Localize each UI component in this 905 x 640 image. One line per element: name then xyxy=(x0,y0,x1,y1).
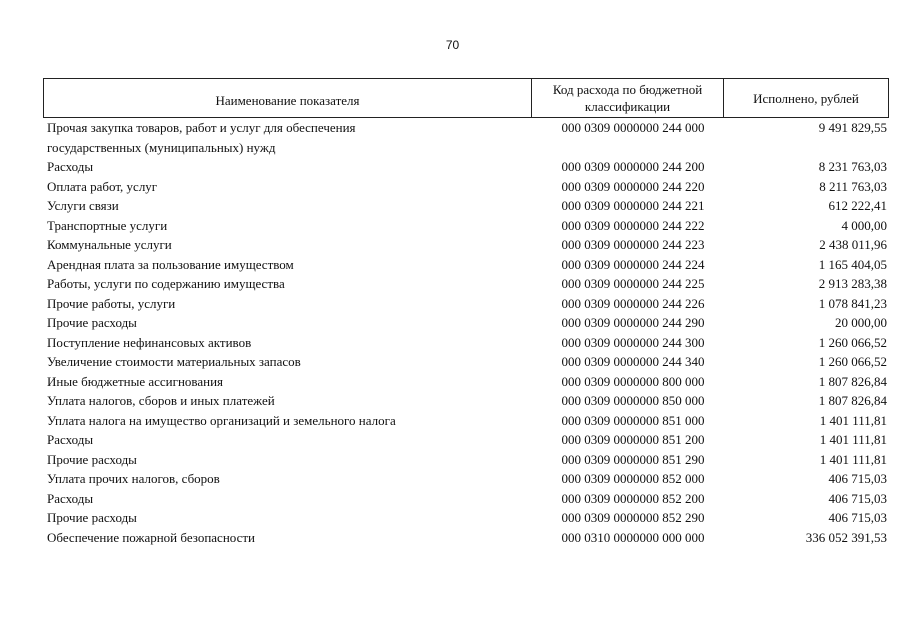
table-row xyxy=(45,196,889,216)
row-code: 000 0309 0000000 244 223 xyxy=(561,237,705,252)
row-amount: 4 000,00 xyxy=(841,217,887,233)
row-name: Услуги связи xyxy=(47,198,119,213)
row-name: Прочие расходы xyxy=(47,510,137,525)
row-amount: 406 715,03 xyxy=(828,490,887,506)
row-code: 000 0309 0000000 850 000 xyxy=(561,393,705,408)
row-code: 000 0309 0000000 852 000 xyxy=(561,471,705,486)
table-row xyxy=(45,216,889,236)
row-code: 000 0310 0000000 000 000 xyxy=(561,529,705,545)
row-name: Расходы xyxy=(47,432,94,447)
table-row xyxy=(45,411,889,431)
row-name: Расходы xyxy=(47,159,94,174)
row-amount: 1 807 826,84 xyxy=(818,393,887,408)
table-header xyxy=(43,78,889,118)
table-row xyxy=(45,469,889,489)
row-code: 000 0309 0000000 800 000 xyxy=(561,373,705,389)
table-row xyxy=(45,333,889,353)
table-row xyxy=(45,274,889,294)
table-row xyxy=(45,508,889,528)
row-code: 000 0309 0000000 244 220 xyxy=(561,178,705,194)
table-row xyxy=(45,235,889,255)
row-code: 000 0309 0000000 244 225 xyxy=(561,276,705,291)
row-code: 000 0309 0000000 852 290 xyxy=(561,510,705,525)
row-name-line1: Прочая закупка товаров, работ и услуг для обеспечения xyxy=(47,120,356,135)
row-amount: 1 165 404,05 xyxy=(818,256,887,272)
row-name: Прочие расходы xyxy=(47,315,137,330)
row-name: Оплата работ, услуг xyxy=(47,178,158,194)
row-amount: 9 491 829,55 xyxy=(818,120,887,135)
row-amount: 612 222,41 xyxy=(828,198,887,213)
table-row xyxy=(45,489,889,509)
row-code: 000 0309 0000000 852 200 xyxy=(561,490,705,506)
table-row xyxy=(45,313,889,333)
header-name: Наименование показателя xyxy=(44,79,532,117)
row-amount: 2 438 011,96 xyxy=(819,237,887,252)
row-name: Транспортные услуги xyxy=(47,217,168,233)
row-code: 000 0309 0000000 851 290 xyxy=(561,451,705,467)
row-code: 000 0309 0000000 244 340 xyxy=(561,354,705,369)
row-name xyxy=(45,118,537,157)
table-body xyxy=(45,118,889,547)
row-amount: 336 052 391,53 xyxy=(805,529,887,545)
row-code: 000 0309 0000000 851 000 xyxy=(561,412,705,428)
row-amount: 1 078 841,23 xyxy=(818,295,887,311)
row-amount: 406 715,03 xyxy=(828,510,887,525)
row-name: Расходы xyxy=(47,490,94,506)
row-amount: 1 401 111,81 xyxy=(819,451,887,467)
table-row xyxy=(45,391,889,411)
row-amount: 1 401 111,81 xyxy=(819,432,887,447)
row-code: 000 0309 0000000 244 224 xyxy=(561,256,705,272)
table-row xyxy=(45,177,889,197)
header-code: Код расхода по бюджетной классификации xyxy=(532,79,724,117)
table-row xyxy=(45,528,889,548)
row-amount: 8 211 763,03 xyxy=(819,178,887,194)
page-number: 70 xyxy=(445,38,460,52)
row-code: 000 0309 0000000 244 226 xyxy=(561,295,705,311)
table-row xyxy=(45,372,889,392)
row-amount: 20 000,00 xyxy=(835,315,887,330)
row-code: 000 0309 0000000 244 200 xyxy=(561,159,705,174)
table-row xyxy=(45,255,889,275)
row-name: Иные бюджетные ассигнования xyxy=(47,373,224,389)
table-row xyxy=(45,157,889,177)
table-row xyxy=(45,294,889,314)
row-name: Увеличение стоимости материальных запасов xyxy=(47,354,301,369)
row-amount: 1 260 066,52 xyxy=(818,334,887,350)
row-name: Прочие расходы xyxy=(47,451,137,467)
table-row xyxy=(45,352,889,372)
row-name: Уплата налогов, сборов и иных платежей xyxy=(47,393,275,408)
row-amount: 406 715,03 xyxy=(828,471,887,486)
row-name: Поступление нефинансовых активов xyxy=(47,334,252,350)
table-row xyxy=(45,450,889,470)
row-name: Уплата прочих налогов, сборов xyxy=(47,471,220,486)
row-name: Арендная плата за пользование имуществом xyxy=(47,256,294,272)
row-amount: 8 231 763,03 xyxy=(818,159,887,174)
row-name: Уплата налога на имущество организаций и земельного налога xyxy=(47,412,396,428)
row-name: Коммунальные услуги xyxy=(47,237,172,252)
row-name-line2: государственных (муниципальных) нужд xyxy=(47,139,276,155)
row-amount: 1 807 826,84 xyxy=(818,373,887,389)
header-executed: Исполнено, рублей xyxy=(753,90,859,106)
row-code: 000 0309 0000000 244 000 xyxy=(561,120,705,135)
row-code: 000 0309 0000000 851 200 xyxy=(561,432,705,447)
row-amount: 1 401 111,81 xyxy=(819,412,887,428)
row-code: 000 0309 0000000 244 221 xyxy=(561,198,705,213)
row-code: 000 0309 0000000 244 290 xyxy=(561,315,705,330)
table-row xyxy=(45,118,889,157)
row-amount: 2 913 283,38 xyxy=(818,276,887,291)
row-code: 000 0309 0000000 244 222 xyxy=(561,217,705,233)
row-amount: 1 260 066,52 xyxy=(818,354,887,369)
table-row xyxy=(45,430,889,450)
row-name: Обеспечение пожарной безопасности xyxy=(47,529,256,545)
row-code: 000 0309 0000000 244 300 xyxy=(561,334,705,350)
row-name: Работы, услуги по содержанию имущества xyxy=(47,276,285,291)
row-name: Прочие работы, услуги xyxy=(47,295,176,311)
